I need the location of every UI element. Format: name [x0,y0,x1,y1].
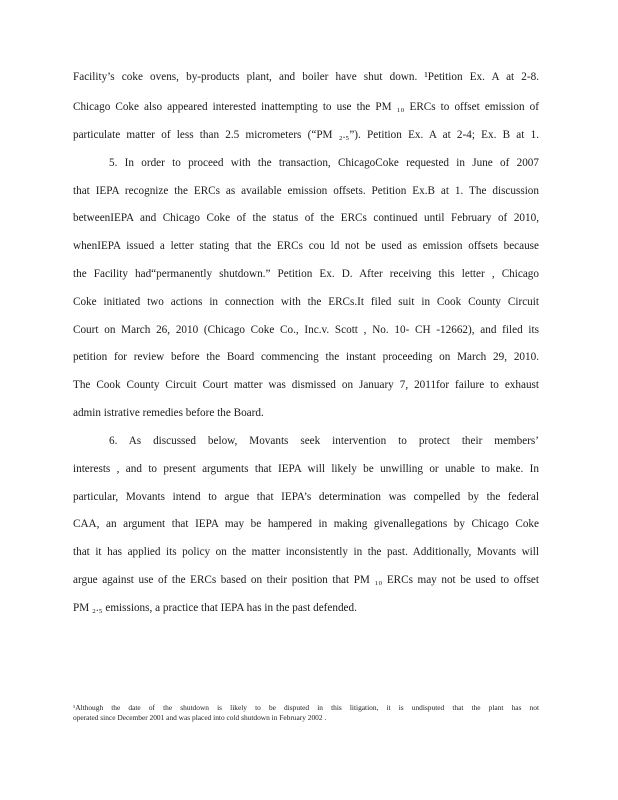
footnote-line-1: ¹Although the date of the shutdown is likely to be disputed in this litigation, it is undisputed that the plant has not [73,703,539,712]
body-line-9: Coke initiated two actions in connection with the ERCs.It filed suit in Cook County Circuit [73,296,539,308]
body-line-19: argue against use of the ERCs based on their position that PM ₁₀ ERCs may not be used to offset [73,574,539,586]
footnote-line-2: operated since December 2001 and was placed into cold shutdown in February 2002 . [73,713,327,722]
body-line-1: Facility’s coke ovens, by-products plant, and boiler have shut down. ¹Petition Ex. A at 2-8. [73,71,539,83]
body-line-20: PM ₂.₅ emissions, a practice that IEPA has in the past defended. [73,602,357,614]
body-line-18: that it has applied its policy on the matter inconsistently in the past. Additionally, Movants will [73,546,539,558]
body-line-8: the Facility had“permanently shutdown.” Petition Ex. D. After receiving this letter , Chicago [73,268,539,280]
body-line-16: particular, Movants intend to argue that IEPA’s determination was compelled by the federal [73,491,539,503]
body-line-7: whenIEPA issued a letter stating that the ERCs cou ld not be used as emission offsets because [73,240,539,252]
body-line-3: particulate matter of less than 2.5 micrometers (“PM ₂.₅”). Petition Ex. A at 2-4; Ex. B at 1. [73,129,539,141]
body-line-15: interests , and to present arguments that IEPA will likely be unwilling or unable to make. In [73,463,539,475]
body-line-5: that IEPA recognize the ERCs as available emission offsets. Petition Ex.B at 1. The discussion [73,185,539,197]
body-line-6: betweenIEPA and Chicago Coke of the status of the ERCs continued until February of 2010, [73,212,539,224]
paragraph-5-line-1: 5. In order to proceed with the transaction, ChicagoCoke requested in June of 2007 [109,157,539,169]
body-line-2: Chicago Coke also appeared interested inattempting to use the PM ₁₀ ERCs to offset emission of [73,101,539,113]
body-line-17: CAA, an argument that IEPA may be hampered in making givenallegations by Chicago Coke [73,518,539,530]
paragraph-6-line-1: 6. As discussed below, Movants seek intervention to protect their members’ [109,435,539,447]
body-line-13: admin istrative remedies before the Board. [73,407,264,419]
body-line-10: Court on March 26, 2010 (Chicago Coke Co., Inc.v. Scott , No. 10- CH -12662), and filed its [73,324,539,336]
body-line-12: The Cook County Circuit Court matter was dismissed on January 7, 2011for failure to exhaust [73,379,539,391]
body-line-11: petition for review before the Board commencing the instant proceeding on March 29, 2010. [73,351,539,363]
